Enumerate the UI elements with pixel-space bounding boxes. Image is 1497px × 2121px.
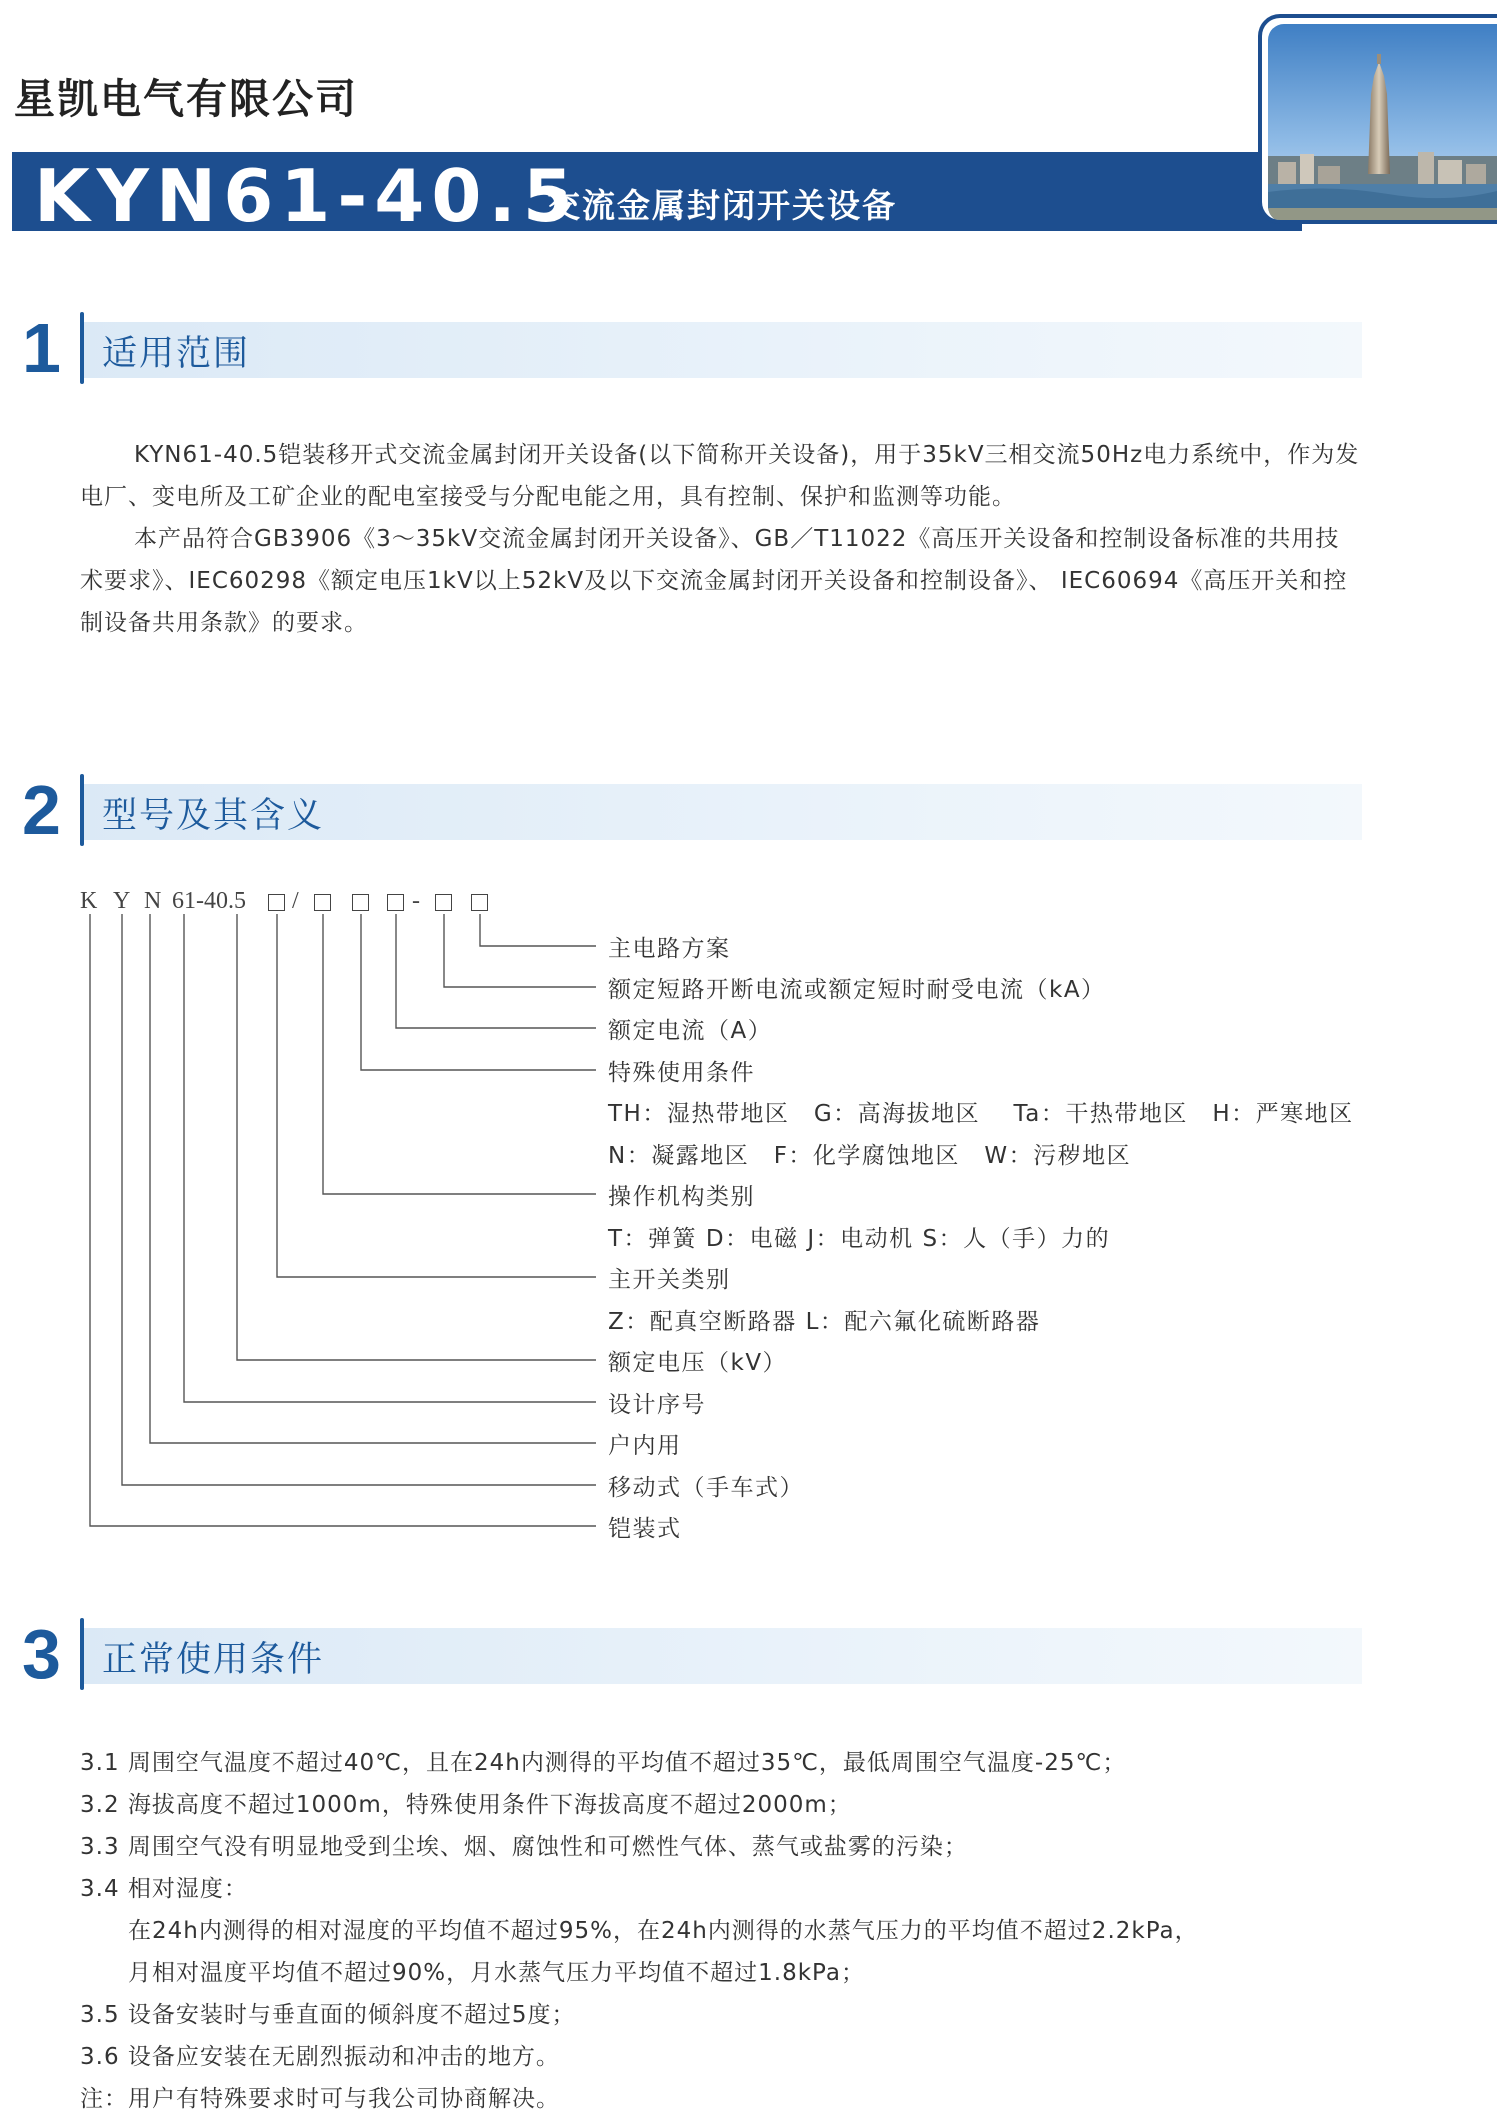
condition-temperature: 3.1 周围空气温度不超过40℃，且在24h内测得的平均值不超过35℃，最低周围空气温度-25℃； bbox=[80, 1750, 1127, 1776]
section-1-title: 适用范围 bbox=[102, 334, 251, 374]
leader-breaking-current bbox=[444, 914, 596, 987]
meaning-breaking-current: 额定短路开断电流或额定短时耐受电流（kA） bbox=[608, 977, 1106, 1003]
scope-paragraph-2: 本产品符合GB3906《3～35kV交流金属封闭开关设备》、GB／T11022《高压开关设备和控制设备标准的共用技术要求》、IEC60298《额定电压1kV以上52kV及以下交流金属封闭开关设备和控制设备》、 IEC60694《高压开关和控制设备共用条款》的要求。 bbox=[80, 526, 1348, 636]
section-1-number: 1 bbox=[22, 309, 61, 387]
condition-humidity-monthly: 月相对温度平均值不超过90%，月水蒸气压力平均值不超过1.8kPa； bbox=[128, 1960, 865, 1986]
meaning-main-switch-codes: Z：配真空断路器 L：配六氟化硫断路器 bbox=[608, 1309, 1041, 1335]
condition-inclination: 3.5 设备安装时与垂直面的倾斜度不超过5度； bbox=[80, 2002, 576, 2028]
section-2-title: 型号及其含义 bbox=[102, 796, 325, 836]
leader-withdrawable bbox=[122, 914, 596, 1485]
code-char-n: N bbox=[144, 888, 162, 914]
scope-paragraph-1: KYN61-40.5铠装移开式交流金属封闭开关设备(以下简称开关设备)，用于35kV三相交流50Hz电力系统中，作为发电厂、变电所及工矿企业的配电室接受与分配电能之用，具有控制、保护和监测等功能。 bbox=[80, 442, 1360, 510]
leader-mechanism bbox=[323, 914, 596, 1194]
leader-main-switch bbox=[277, 914, 596, 1277]
section-3-divider bbox=[80, 1618, 84, 1690]
leader-main-circuit bbox=[480, 914, 596, 946]
meaning-mechanism: 操作机构类别 bbox=[608, 1184, 755, 1210]
section-3-number: 3 bbox=[22, 1615, 61, 1693]
meaning-rated-current: 额定电流（A） bbox=[608, 1018, 773, 1044]
code-char-slash: / bbox=[292, 888, 299, 914]
leader-rated-current bbox=[396, 914, 596, 1028]
model-title: KYN61-40.5 bbox=[34, 154, 580, 238]
code-char-y: Y bbox=[113, 888, 131, 914]
leader-indoor bbox=[150, 914, 596, 1443]
meaning-indoor: 户内用 bbox=[608, 1433, 682, 1459]
meaning-withdrawable: 移动式（手车式） bbox=[608, 1475, 804, 1501]
condition-vibration: 3.6 设备应安装在无剧烈振动和冲击的地方。 bbox=[80, 2044, 560, 2070]
meaning-special-codes-1: TH：湿热带地区 G：高海拔地区 Ta：干热带地区 H：严寒地区 bbox=[608, 1101, 1354, 1127]
code-char-k: K bbox=[80, 888, 98, 914]
meaning-design-serial: 设计序号 bbox=[608, 1392, 706, 1418]
code-char-series: 61-40.5 bbox=[172, 888, 246, 914]
product-title: 交流金属封闭开关设备 bbox=[547, 186, 897, 225]
leader-armored bbox=[90, 914, 596, 1526]
condition-pollution: 3.3 周围空气没有明显地受到尘埃、烟、腐蚀性和可燃性气体、蒸气或盐雾的污染； bbox=[80, 1834, 968, 1860]
meaning-armored: 铠装式 bbox=[608, 1516, 682, 1542]
section-2-number: 2 bbox=[22, 771, 61, 849]
condition-humidity: 3.4 相对湿度： bbox=[80, 1876, 248, 1902]
code-char-dash: - bbox=[412, 888, 420, 914]
meaning-main-switch: 主开关类别 bbox=[608, 1267, 731, 1293]
condition-humidity-daily: 在24h内测得的相对湿度的平均值不超过95%，在24h内测得的水蒸气压力的平均值不超过2.2kPa， bbox=[128, 1918, 1199, 1944]
company-name: 星凯电气有限公司 bbox=[14, 75, 358, 123]
meaning-special-conditions: 特殊使用条件 bbox=[608, 1060, 755, 1086]
meaning-main-circuit: 主电路方案 bbox=[608, 936, 731, 962]
condition-note: 注：用户有特殊要求时可与我公司协商解决。 bbox=[80, 2086, 560, 2112]
leader-rated-voltage bbox=[237, 914, 596, 1360]
section-3-title: 正常使用条件 bbox=[102, 1640, 325, 1680]
meaning-special-codes-2: N：凝露地区 F：化学腐蚀地区 W：污秽地区 bbox=[608, 1143, 1132, 1169]
meaning-rated-voltage: 额定电压（kV） bbox=[608, 1350, 788, 1376]
condition-altitude: 3.2 海拔高度不超过1000m，特殊使用条件下海拔高度不超过2000m； bbox=[80, 1792, 852, 1818]
meaning-mechanism-codes: T：弹簧 D：电磁 J：电动机 S：人（手）力的 bbox=[608, 1226, 1111, 1252]
